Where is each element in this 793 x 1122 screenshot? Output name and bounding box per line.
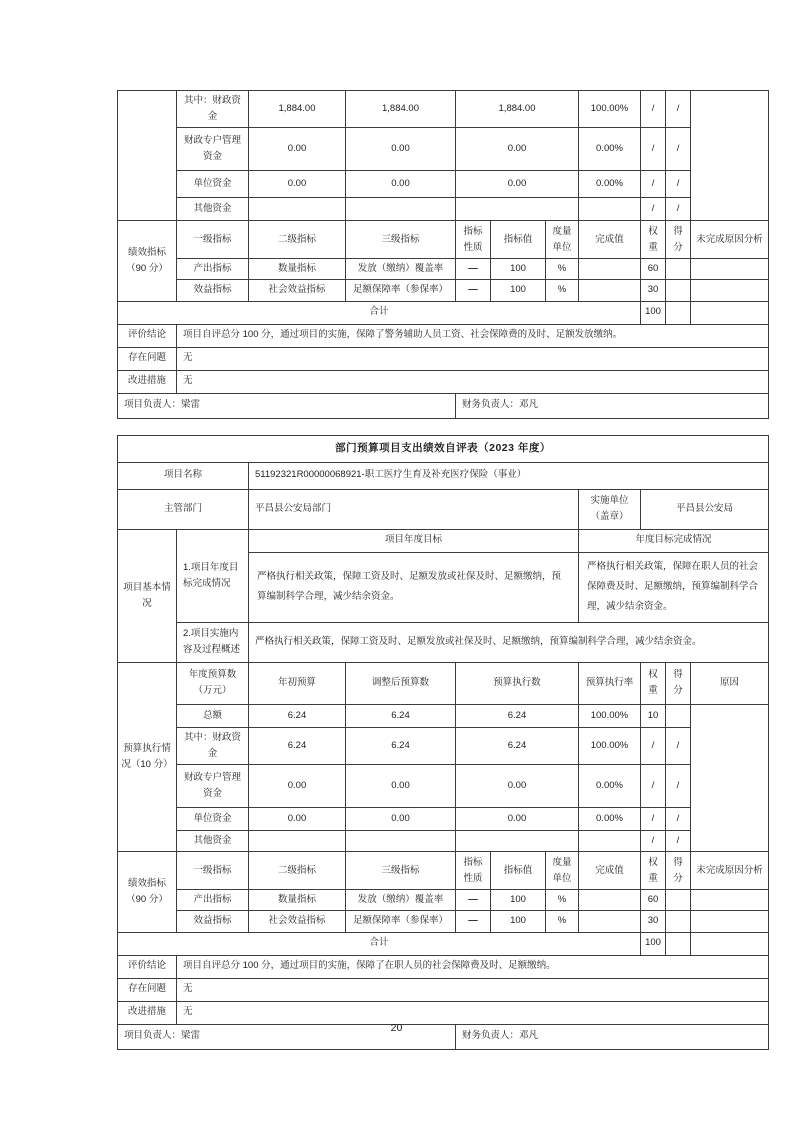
funding-weight: / bbox=[641, 198, 666, 221]
budget-initial: 6.24 bbox=[249, 727, 346, 764]
indicator-value: 100 bbox=[491, 259, 546, 280]
indicator-weight: 60 bbox=[641, 259, 666, 280]
indicator-l3: 足额保障率（参保率） bbox=[346, 280, 456, 301]
indicator-unit: % bbox=[546, 890, 579, 911]
budget-row bbox=[118, 808, 769, 831]
budget-header-row bbox=[118, 662, 769, 704]
budget-rate: 0.00% bbox=[579, 808, 641, 831]
goal-header: 项目年度目标 bbox=[249, 529, 579, 552]
conclusion-row bbox=[118, 955, 769, 978]
indicator-l2: 数量指标 bbox=[249, 890, 346, 911]
budget-executed: 0.00 bbox=[456, 808, 579, 831]
indicator-header-unit: 度量单位 bbox=[546, 221, 579, 259]
budget-row-label: 单位资金 bbox=[177, 808, 249, 831]
indicator-row bbox=[118, 259, 769, 280]
indicator-header-l2: 二级指标 bbox=[249, 852, 346, 890]
total-reason-empty bbox=[691, 932, 769, 955]
indicator-l3: 发放（缴纳）覆盖率 bbox=[346, 890, 456, 911]
conclusion-label: 评价结论 bbox=[118, 955, 177, 978]
budget-row bbox=[118, 704, 769, 727]
improvements-row bbox=[118, 370, 769, 393]
table-row bbox=[118, 91, 769, 128]
indicator-value: 100 bbox=[491, 890, 546, 911]
budget-score: / bbox=[666, 765, 691, 808]
indicator-weight: 60 bbox=[641, 890, 666, 911]
indicator-row bbox=[118, 911, 769, 932]
improvements-text: 无 bbox=[177, 370, 769, 393]
problems-text: 无 bbox=[177, 978, 769, 1001]
budget-adjusted: 6.24 bbox=[346, 704, 456, 727]
project-name-row bbox=[118, 462, 769, 489]
indicator-nature: — bbox=[456, 911, 491, 932]
funding-row-label: 其他资金 bbox=[177, 198, 249, 221]
indicator-l2: 数量指标 bbox=[249, 259, 346, 280]
budget-rate: 100.00% bbox=[579, 704, 641, 727]
improvements-text: 无 bbox=[177, 1001, 769, 1024]
funding-score: / bbox=[666, 171, 691, 198]
budget-header-rate: 预算执行率 bbox=[579, 662, 641, 704]
indicator-l2: 社会效益指标 bbox=[249, 280, 346, 301]
budget-initial: 0.00 bbox=[249, 808, 346, 831]
funding-adjusted: 0.00 bbox=[346, 171, 456, 198]
funding-initial: 0.00 bbox=[249, 171, 346, 198]
budget-header-initial: 年初预算 bbox=[249, 662, 346, 704]
funding-adjusted: 0.00 bbox=[346, 128, 456, 171]
indicator-value: 100 bbox=[491, 911, 546, 932]
total-score-empty bbox=[666, 932, 691, 955]
implementation-row bbox=[118, 622, 769, 662]
indicator-header-l1: 一级指标 bbox=[177, 221, 249, 259]
total-label: 合计 bbox=[118, 932, 641, 955]
budget-row bbox=[118, 727, 769, 764]
budget-rate: 100.00% bbox=[579, 727, 641, 764]
budget-weight: / bbox=[641, 765, 666, 808]
budget-weight: / bbox=[641, 808, 666, 831]
problems-label: 存在问题 bbox=[118, 347, 177, 370]
department-row bbox=[118, 489, 769, 529]
indicator-header-done: 完成值 bbox=[579, 852, 641, 890]
improvements-row bbox=[118, 1001, 769, 1024]
implementation-text: 严格执行相关政策，保障工资及时、足额发放或社保及时、足额缴纳，预算编制科学合理，减少结余资金。 bbox=[249, 622, 769, 662]
funding-rate: 0.00% bbox=[579, 128, 641, 171]
indicator-value: 100 bbox=[491, 280, 546, 301]
total-weight: 100 bbox=[641, 301, 666, 324]
budget-executed bbox=[456, 831, 579, 852]
indicator-unit: % bbox=[546, 259, 579, 280]
indicator-l1: 效益指标 bbox=[177, 280, 249, 301]
funding-score: / bbox=[666, 128, 691, 171]
goal-header-row bbox=[118, 529, 769, 552]
funding-row-label: 其中：财政资金 bbox=[177, 91, 249, 128]
indicator-header-weight: 权重 bbox=[641, 221, 666, 259]
indicator-section-label: 绩效指标（90 分） bbox=[118, 221, 177, 301]
budget-row bbox=[118, 765, 769, 808]
indicator-header-score: 得分 bbox=[666, 221, 691, 259]
indicator-unit: % bbox=[546, 911, 579, 932]
total-reason-empty bbox=[691, 301, 769, 324]
indicator-done bbox=[579, 280, 641, 301]
budget-score: / bbox=[666, 831, 691, 852]
budget-initial bbox=[249, 831, 346, 852]
implementation-label: 2.项目实施内容及过程概述 bbox=[177, 622, 249, 662]
table-gap bbox=[117, 419, 768, 435]
budget-header-annual: 年度预算数（万元） bbox=[177, 662, 249, 704]
completion-text: 严格执行相关政策，保障在职人员的社会保障费及时、足额缴纳，预算编制科学合理，减少结余资金。 bbox=[579, 552, 769, 622]
indicator-score bbox=[666, 259, 691, 280]
problems-row bbox=[118, 347, 769, 370]
indicator-weight: 30 bbox=[641, 911, 666, 932]
budget-adjusted: 0.00 bbox=[346, 808, 456, 831]
funding-rate: 0.00% bbox=[579, 171, 641, 198]
indicator-score bbox=[666, 280, 691, 301]
funding-weight: / bbox=[641, 91, 666, 128]
indicator-nature: — bbox=[456, 890, 491, 911]
improvements-label: 改进措施 bbox=[118, 1001, 177, 1024]
finance-manager: 财务负责人：邓凡 bbox=[456, 393, 769, 418]
indicator-row bbox=[118, 890, 769, 911]
funding-score: / bbox=[666, 91, 691, 128]
indicator-header-l3: 三级指标 bbox=[346, 221, 456, 259]
indicator-header-l2: 二级指标 bbox=[249, 221, 346, 259]
self-evaluation-table bbox=[117, 435, 769, 1050]
indicator-score bbox=[666, 890, 691, 911]
budget-section-label: 预算执行情况（10 分） bbox=[118, 662, 177, 851]
problems-text: 无 bbox=[177, 347, 769, 370]
title-row bbox=[118, 435, 769, 462]
budget-weight: 10 bbox=[641, 704, 666, 727]
conclusion-row bbox=[118, 324, 769, 347]
table-title: 部门预算项目支出绩效自评表（2023 年度） bbox=[118, 435, 769, 462]
budget-row-label: 财政专户管理资金 bbox=[177, 765, 249, 808]
total-score-empty bbox=[666, 301, 691, 324]
indicator-l2: 社会效益指标 bbox=[249, 911, 346, 932]
signers-row bbox=[118, 393, 769, 418]
budget-header-executed: 预算执行数 bbox=[456, 662, 579, 704]
budget-adjusted: 0.00 bbox=[346, 765, 456, 808]
indicator-done bbox=[579, 911, 641, 932]
budget-executed: 6.24 bbox=[456, 727, 579, 764]
indicator-header-value: 指标值 bbox=[491, 852, 546, 890]
budget-header-score: 得分 bbox=[666, 662, 691, 704]
conclusion-text: 项目自评总分 100 分，通过项目的实施，保障了在职人员的社会保障费及时、足额缴纳。 bbox=[177, 955, 769, 978]
improvements-label: 改进措施 bbox=[118, 370, 177, 393]
indicator-header-row bbox=[118, 221, 769, 259]
budget-row-label: 其中：财政资金 bbox=[177, 727, 249, 764]
indicator-unit: % bbox=[546, 280, 579, 301]
budget-header-adjusted: 调整后预算数 bbox=[346, 662, 456, 704]
indicator-nature: — bbox=[456, 280, 491, 301]
page-number: 20 bbox=[390, 1022, 403, 1034]
indicator-done bbox=[579, 890, 641, 911]
indicator-header-l1: 一级指标 bbox=[177, 852, 249, 890]
self-evaluation-table-continuation bbox=[117, 90, 769, 419]
total-weight: 100 bbox=[641, 932, 666, 955]
funding-executed: 1,884.00 bbox=[456, 91, 579, 128]
funding-executed: 0.00 bbox=[456, 128, 579, 171]
budget-row bbox=[118, 831, 769, 852]
funding-weight: / bbox=[641, 171, 666, 198]
budget-adjusted bbox=[346, 831, 456, 852]
department-value: 平昌县公安局部门 bbox=[249, 489, 579, 529]
indicator-reason bbox=[691, 911, 769, 932]
budget-reason-cell-empty bbox=[691, 704, 769, 851]
indicator-header-weight: 权重 bbox=[641, 852, 666, 890]
indicator-header-nature: 指标性质 bbox=[456, 852, 491, 890]
funding-weight: / bbox=[641, 128, 666, 171]
indicator-header-score: 得分 bbox=[666, 852, 691, 890]
indicator-header-reason: 未完成原因分析 bbox=[691, 221, 769, 259]
total-label: 合计 bbox=[118, 301, 641, 324]
funding-initial: 0.00 bbox=[249, 128, 346, 171]
indicator-l1: 产出指标 bbox=[177, 259, 249, 280]
indicator-l1: 产出指标 bbox=[177, 890, 249, 911]
budget-score: / bbox=[666, 808, 691, 831]
budget-initial: 0.00 bbox=[249, 765, 346, 808]
department-label: 主管部门 bbox=[118, 489, 249, 529]
page-content bbox=[117, 90, 768, 1050]
budget-row-label: 总额 bbox=[177, 704, 249, 727]
funding-row-label: 单位资金 bbox=[177, 171, 249, 198]
conclusion-text: 项目自评总分 100 分，通过项目的实施，保障了警务辅助人员工资、社会保障费的及时、足额发放缴纳。 bbox=[177, 324, 769, 347]
indicator-weight: 30 bbox=[641, 280, 666, 301]
budget-header-weight: 权重 bbox=[641, 662, 666, 704]
budget-rate bbox=[579, 831, 641, 852]
total-row bbox=[118, 301, 769, 324]
budget-executed: 0.00 bbox=[456, 765, 579, 808]
funding-rate: 100.00% bbox=[579, 91, 641, 128]
budget-adjusted: 6.24 bbox=[346, 727, 456, 764]
basic-section-label: 项目基本情况 bbox=[118, 529, 177, 662]
budget-initial: 6.24 bbox=[249, 704, 346, 727]
indicator-row bbox=[118, 280, 769, 301]
reason-cell-empty bbox=[691, 91, 769, 221]
indicator-l1: 效益指标 bbox=[177, 911, 249, 932]
indicator-reason bbox=[691, 259, 769, 280]
indicator-reason bbox=[691, 890, 769, 911]
completion-header: 年度目标完成情况 bbox=[579, 529, 769, 552]
indicator-nature: — bbox=[456, 259, 491, 280]
budget-weight: / bbox=[641, 727, 666, 764]
budget-score: / bbox=[666, 727, 691, 764]
funding-initial: 1,884.00 bbox=[249, 91, 346, 128]
problems-label: 存在问题 bbox=[118, 978, 177, 1001]
project-name-value: 51192321R00000068921-职工医疗生育及补充医疗保险（事业） bbox=[249, 462, 769, 489]
indicator-section-label: 绩效指标（90 分） bbox=[118, 852, 177, 932]
indicator-l3: 发放（缴纳）覆盖率 bbox=[346, 259, 456, 280]
project-manager: 项目负责人：梁雷 bbox=[118, 1024, 456, 1049]
funding-executed: 0.00 bbox=[456, 171, 579, 198]
indicator-header-unit: 度量单位 bbox=[546, 852, 579, 890]
indicator-header-done: 完成值 bbox=[579, 221, 641, 259]
indicator-header-value: 指标值 bbox=[491, 221, 546, 259]
indicator-header-row bbox=[118, 852, 769, 890]
table-row bbox=[118, 128, 769, 171]
indicator-score bbox=[666, 911, 691, 932]
problems-row bbox=[118, 978, 769, 1001]
conclusion-label: 评价结论 bbox=[118, 324, 177, 347]
indicator-l3: 足额保障率（参保率） bbox=[346, 911, 456, 932]
goal-text: 严格执行相关政策，保障工资及时、足额发放或社保及时、足额缴纳，预算编制科学合理，减少结余资金。 bbox=[249, 552, 579, 622]
indicator-header-l3: 三级指标 bbox=[346, 852, 456, 890]
budget-executed: 6.24 bbox=[456, 704, 579, 727]
budget-weight: / bbox=[641, 831, 666, 852]
total-row bbox=[118, 932, 769, 955]
funding-adjusted bbox=[346, 198, 456, 221]
funding-executed bbox=[456, 198, 579, 221]
funding-adjusted: 1,884.00 bbox=[346, 91, 456, 128]
implementing-unit-label: 实施单位（盖章） bbox=[579, 489, 641, 529]
budget-score bbox=[666, 704, 691, 727]
implementing-unit-value: 平昌县公安局 bbox=[641, 489, 769, 529]
project-name-label: 项目名称 bbox=[118, 462, 249, 489]
table-row bbox=[118, 171, 769, 198]
budget-header-reason: 原因 bbox=[691, 662, 769, 704]
indicator-reason bbox=[691, 280, 769, 301]
goal-row-label: 1.项目年度目标完成情况 bbox=[177, 529, 249, 622]
funding-initial bbox=[249, 198, 346, 221]
funding-score: / bbox=[666, 198, 691, 221]
indicator-header-reason: 未完成原因分析 bbox=[691, 852, 769, 890]
project-manager: 项目负责人：梁雷 bbox=[118, 393, 456, 418]
table-row bbox=[118, 198, 769, 221]
section-label-cell-empty bbox=[118, 91, 177, 221]
budget-row-label: 其他资金 bbox=[177, 831, 249, 852]
finance-manager: 财务负责人：邓凡 bbox=[456, 1024, 769, 1049]
budget-rate: 0.00% bbox=[579, 765, 641, 808]
indicator-header-nature: 指标性质 bbox=[456, 221, 491, 259]
funding-rate bbox=[579, 198, 641, 221]
indicator-done bbox=[579, 259, 641, 280]
funding-row-label: 财政专户管理资金 bbox=[177, 128, 249, 171]
